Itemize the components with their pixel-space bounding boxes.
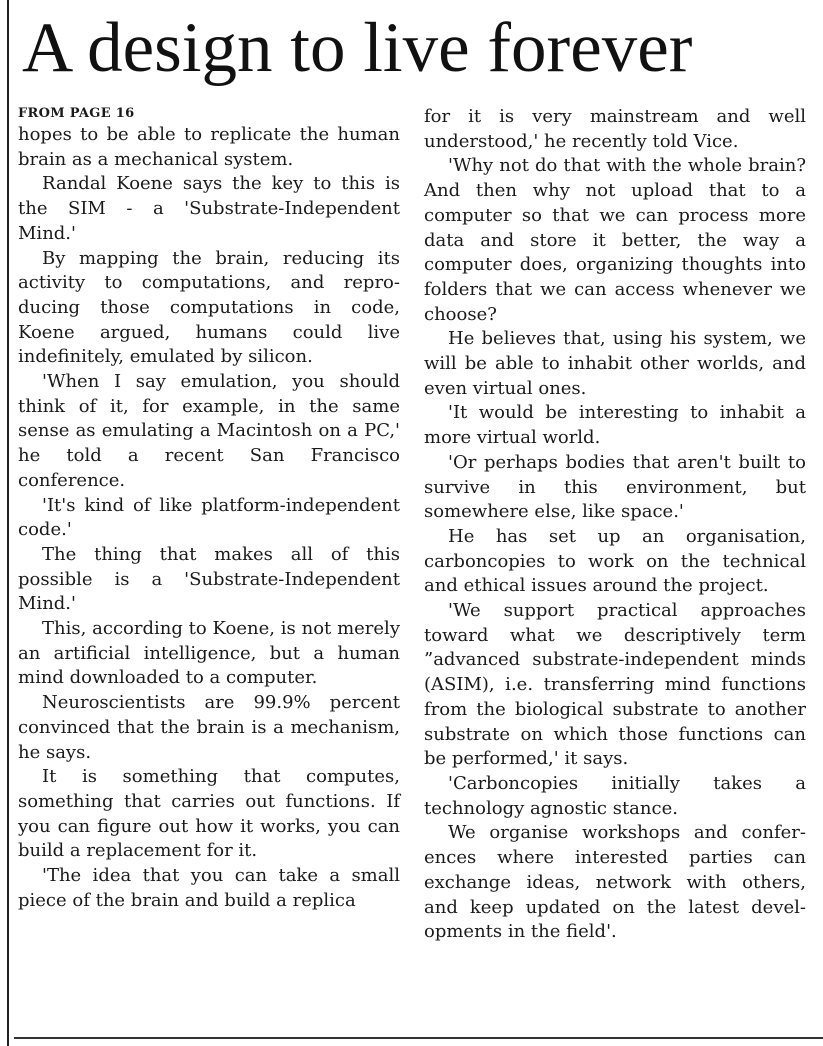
bottom-rule bbox=[14, 1037, 823, 1039]
jump-line: FROM PAGE 16 bbox=[18, 106, 135, 121]
paragraph: 'The idea that you can take a small piece of the brain and build a replica bbox=[18, 865, 400, 911]
paragraph: This, according to Koene, is not merely an artificial intelligence, but a human mind downloaded to a computer. bbox=[18, 618, 400, 689]
paragraph: 'It would be interesting to inhabit a more virtual world. bbox=[424, 402, 806, 449]
paragraph: 'When I say emulation, you should think of it, for example, in the same sense as emulating a Macintosh on a PC,' he told a recent San Francisco conference. bbox=[18, 371, 400, 491]
paragraph: 'Or perhaps bodies that aren't built to survive in this environment, but somewhere else, like space.' bbox=[424, 451, 806, 523]
paragraph: It is something that computes, something that carries out functions. If you can figure out how it works, you can build a replacement for it. bbox=[18, 766, 400, 862]
paragraph: 'It's kind of like platform-independent code.' bbox=[18, 494, 400, 541]
left-column-rule bbox=[7, 0, 9, 1046]
headline: A design to live forever bbox=[22, 9, 693, 87]
left-column bbox=[18, 105, 400, 914]
paragraph: He believes that, using his system, we will be able to inhabit other worlds, and even virtual ones. bbox=[424, 328, 806, 399]
right-column bbox=[424, 105, 806, 945]
paragraph: 'Carboncopies initially takes a technology agnostic stance. bbox=[424, 772, 806, 819]
paragraph: for it is very mainstream and well understood,' he recently told Vice. bbox=[424, 106, 806, 152]
paragraph: By mapping the brain, reducing its activity to computations, and reproducing those computations in code, Koene argued, humans could live indefinitely, emulated by silicon. bbox=[18, 247, 400, 368]
paragraph: The thing that makes all of this possible is a 'Substrate-Independent Mind.' bbox=[18, 543, 400, 615]
paragraph: 'We support practical approaches toward what we descriptively term ”advanced substrate-independent minds (ASIM), i.e. transferring mind functions from the biological substrate to another substrate on which those functions can be performed,' it says. bbox=[424, 600, 806, 770]
paragraph: Randal Koene says the key to this is the SIM - a 'Substrate-Independent Mind.' bbox=[18, 173, 400, 244]
paragraph: 'Why not do that with the whole brain? And then why not upload that to a computer so that we can process more data and store it better, the way a computer does, organizing thoughts into folders that we can access whenever we choose? bbox=[424, 155, 806, 325]
paragraph: He has set up an organisation, carboncopies to work on the technical and ethical issues around the project. bbox=[424, 525, 806, 597]
paragraph: We organise workshops and conferences where interested parties can exchange ideas, network with others, and keep updated on the latest developments in the field'. bbox=[424, 822, 806, 943]
paragraph: Neuroscientists are 99.9% percent convinced that the brain is a mechanism, he says. bbox=[18, 692, 400, 763]
paragraph: hopes to be able to replicate the human brain as a mechanical system. bbox=[18, 124, 400, 170]
